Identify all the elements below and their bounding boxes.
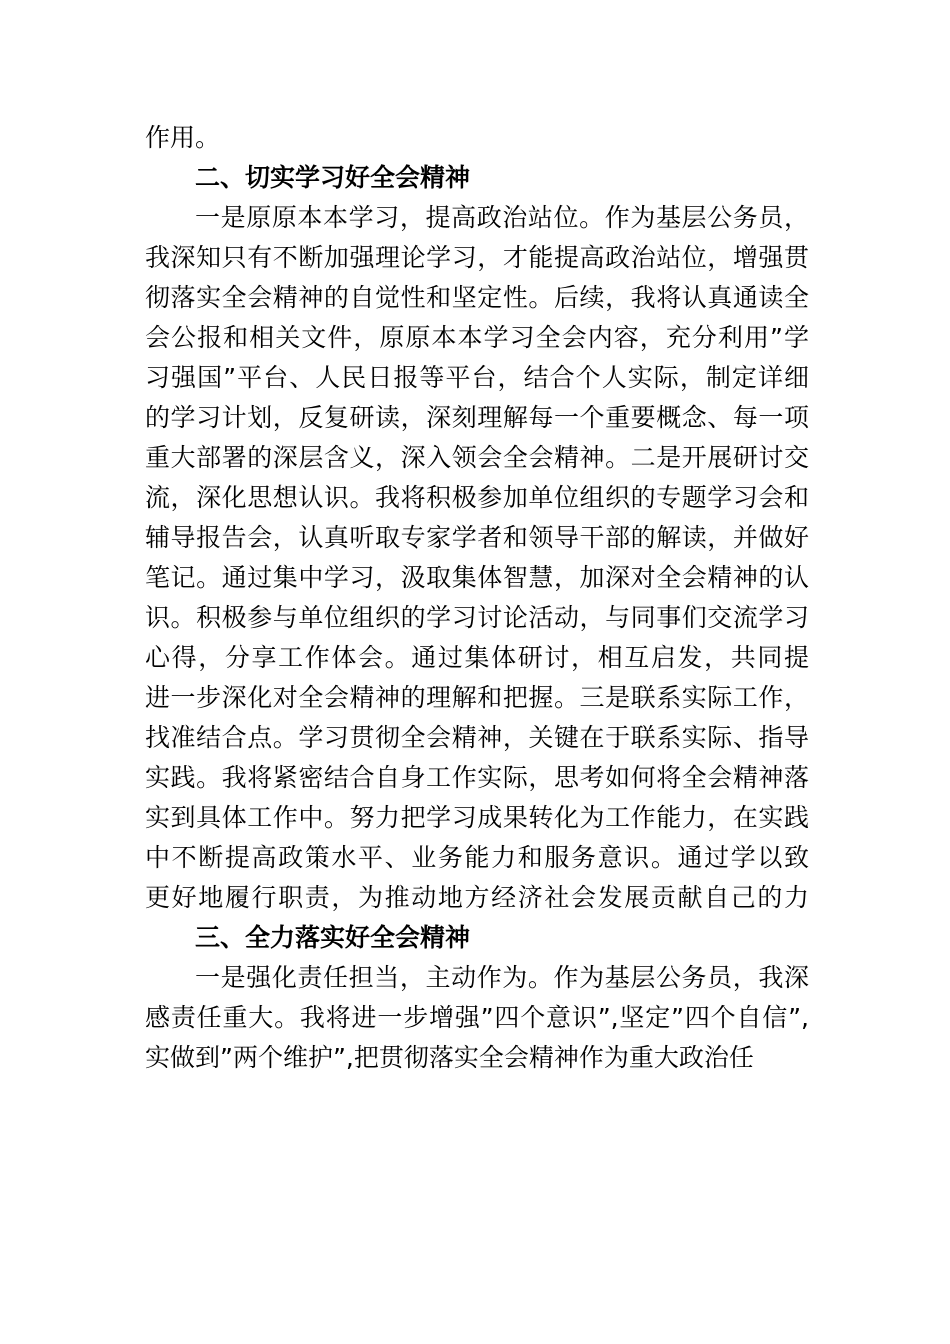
text-line: 作用。 (145, 123, 221, 152)
text-line: 中不断提高政策水平、业务能力和服务意识。通过学以致 (145, 843, 809, 872)
text-line: 实践。我将紧密结合自身工作实际，思考如何将全会精神落 (145, 763, 809, 792)
document-page (145, 118, 809, 1078)
text-line: 流，深化思想认识。我将积极参加单位组织的专题学习会和 (145, 483, 809, 512)
text-line: 我深知只有不断加强理论学习，才能提高政治站位，增强贯 (145, 243, 809, 272)
text-line: 感责任重大。我将进一步增强”四个意识”,坚定”四个自信”, (145, 1003, 809, 1032)
text-line: 一是强化责任担当，主动作为。作为基层公务员，我深 (195, 963, 809, 992)
text-line: 重大部署的深层含义，深入领会全会精神。二是开展研讨交 (145, 443, 809, 472)
section-heading: 三、全力落实好全会精神 (195, 923, 471, 952)
text-line: 找准结合点。学习贯彻全会精神，关键在于联系实际、指导 (145, 723, 809, 752)
text-line: 的学习计划，反复研读，深刻理解每一个重要概念、每一项 (145, 403, 809, 432)
text-line: 进一步深化对全会精神的理解和把握。三是联系实际工作， (145, 683, 809, 712)
text-line: 会公报和相关文件，原原本本学习全会内容，充分利用”学 (145, 323, 809, 352)
text-line: 实到具体工作中。努力把学习成果转化为工作能力，在实践 (145, 803, 809, 832)
text-line: 辅导报告会，认真听取专家学者和领导干部的解读，并做好 (145, 523, 809, 552)
text-line: 更好地履行职责，为推动地方经济社会发展贡献自己的力 (145, 883, 809, 912)
text-line: 一是原原本本学习，提高政治站位。作为基层公务员， (195, 203, 809, 232)
text-line: 习强国”平台、人民日报等平台，结合个人实际，制定详细 (145, 363, 809, 392)
text-line: 笔记。通过集中学习，汲取集体智慧，加深对全会精神的认 (145, 563, 809, 592)
text-line: 实做到”两个维护”,把贯彻落实全会精神作为重大政治任 (145, 1043, 754, 1072)
text-line: 彻落实全会精神的自觉性和坚定性。后续，我将认真通读全 (145, 283, 809, 312)
section-heading: 二、切实学习好全会精神 (195, 163, 471, 192)
text-line: 心得，分享工作体会。通过集体研讨，相互启发，共同提 (145, 643, 809, 672)
text-line: 识。积极参与单位组织的学习讨论活动，与同事们交流学习 (145, 603, 809, 632)
